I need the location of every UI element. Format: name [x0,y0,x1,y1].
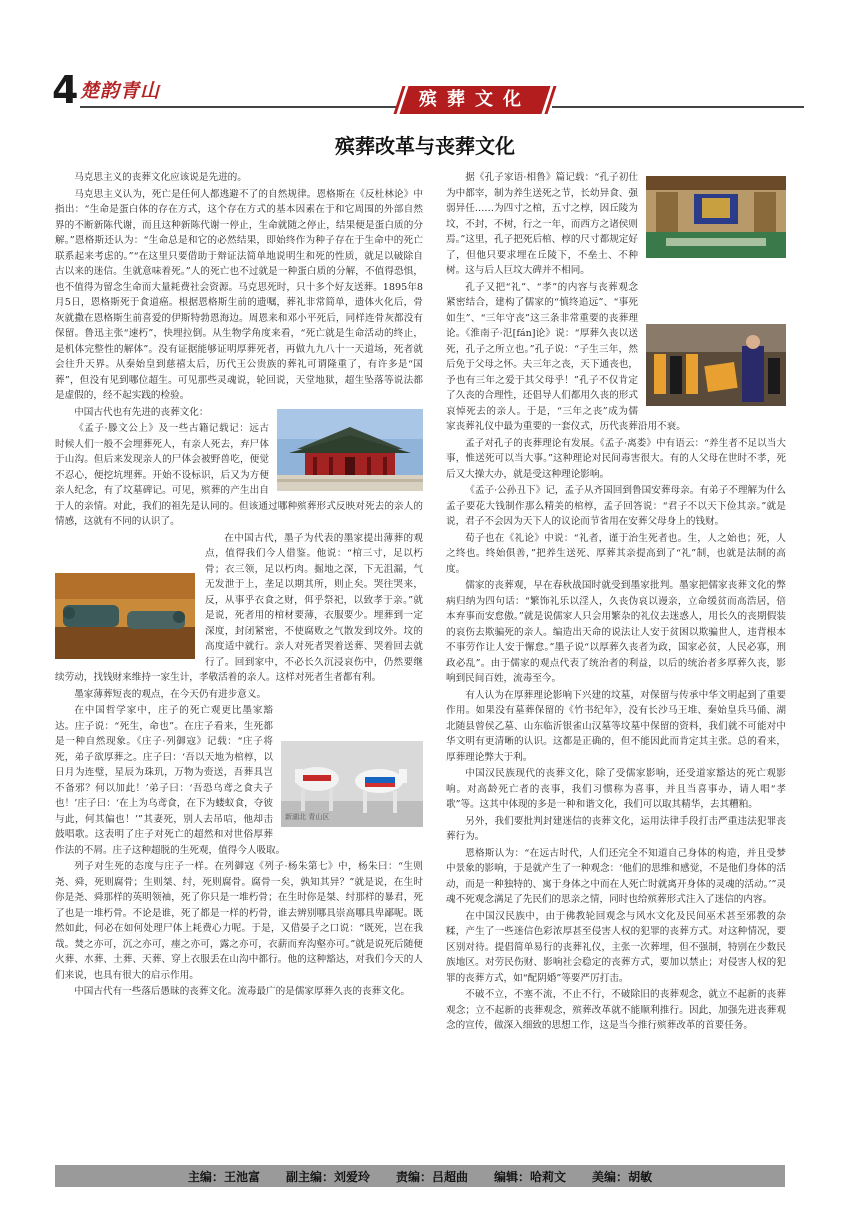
paragraph: 马克思主义的丧葬文化应该说是先进的。 [74,172,247,183]
palace-photo [277,409,423,491]
ceremony-photo [646,324,786,406]
masthead [52,70,804,116]
paragraph: 孟子对孔子的丧葬理论有发展。《孟子·离娄》中有语云：“养生者不足以当大事，惟送死可以当大事。”这种理论对民间毒害很大。有的人父母在世时不孝，死后又大操大办，就是受这种理论影响。 [446,437,786,480]
paragraph: 列子对生死的态度与庄子一样。在列御寇《列子·杨朱第七》中，杨朱曰：“生则尧、舜，死则腐骨；生则桀、纣，死则腐骨。腐骨一矣，孰知其异？”就是说，在生时你是尧、舜那样的英明领袖，死了你只是一堆朽骨；在生时你是桀、纣那样的暴君，死了也是一堆朽骨。不论是谁，死了都是一样的朽骨，谁去辨别哪具崇高哪具卑鄙呢。既然如此，何必在如何处理尸体上耗费心力呢。于是，又借晏子之口说：“既死，岂在我哉。焚之亦可，沉之亦可，瘗之亦可，露之亦可，衣薪而弃沟壑亦可。”就是说死后随便火葬、水葬、土葬、天葬、穿上衣服丢在山沟中都行。他的这种豁达，对我们今天的人们来说，也具有很大的启示作用。 [55,861,423,981]
paragraph: 据《孔子家语·相鲁》篇记载：“孔子初仕为中都宰，制为养生送死之节，长幼异食、强弱异任……为四寸之棺，五寸之椁，因丘陵为坟，不封，不树，行之一年，而西方之诸侯则焉。”这里，孔子把死后棺、椁的尺寸都规定好了，但他只要求埋在丘陵下，不垒土、不种树。这与后人巨坟大碑并不相同。 [446,172,638,276]
credit-value: 胡敏 [628,1169,653,1184]
credit-label: 责编： [395,1169,432,1184]
paragraph: 马克思主义认为，死亡是任何人都逃避不了的自然规律。恩格斯在《反杜林论》中指出：“生命是蛋白体的存在方式，这个存在方式的基本因素在于和它周围的外部自然界的不断新陈代谢，而且这种新陈代谢一停止，生命就随之停止，结果便是蛋白质的分解。”恩格斯还认为：“生命总是和它的必然结果，即始终作为种子存在于生命中的死亡联系起来考虑的。”“在这里只要借助于辩证法简单地说明生和死的性质，就足以破除自古以来的迷信。生就意味着死。”人的死亡也不过就是一种蛋白质的分解，不值得恐惧，也不值得为留念生命而大量耗费社会资源。马克思死时，只十多个好友送葬。1895年8月5日，恩格斯死于食道癌。根据恩格斯生前的遗嘱，葬礼非常简单，遗体火化后，骨灰就撒在恩格斯生前喜爱的伊斯特勃恩海边。周恩来和邓小平死后，同样连骨灰都没有保留。鲁迅主张“速朽”，快埋拉倒。从生物学角度来看，“死亡就是生命活动的终止，是机体完整性的解体”。没有证据能够证明厚葬死者，再做九九八十一天道场，死者就会往升天界。从秦始皇到慈禧太后，历代王公贵族的葬礼可谓隆重了，有许多是“国葬”，但没有见到哪位超生。可见那些灵魂说，轮回说，天堂地狱，超生坠落等说法都是虚假的，经不起实践的检验。 [55,188,423,401]
credit-label: 主编： [187,1169,224,1184]
paragraph: 在中国古代，墨子为代表的墨家提出薄葬的观点，值得我们今人借鉴。他说：“棺三寸，足以朽骨；衣三领，足以朽肉。掘地之深，下无沮漏，气无发泄于上，垄足以期其所，则止矣。哭往哭来，反，从事乎衣食之财，佴乎祭祀，以致孝于亲。”就是说，死者用的棺材要薄，衣服要少。埋葬到一定深度，封闭紧密，不使腐败之气散发到坟外。坟的高度适中就行。亲人对死者哭着送葬、哭着回去就行了。回到家中，不必长久沉浸哀伤中，仍然要继续劳动，找钱财来维持一家生计，孝敬活着的亲人。这样对死者生者都有利。 [55,532,423,683]
horse-figurines-photo [281,741,423,827]
brand-logo: 楚韵青山 [80,80,161,102]
credit-value: 刘爱玲 [333,1169,370,1184]
bronze-figures-photo [55,573,195,659]
paragraph: 中国古代也有先进的丧葬文化： [74,406,209,418]
staff-credits-bar [55,1165,785,1187]
credit-deputy-editor [286,1168,370,1185]
credit-value: 吕超曲 [432,1169,469,1184]
paragraph: 中国古代有一些落后愚昧的丧葬文化。流毒最广的是儒家厚葬久丧的丧葬文化。 [74,986,410,997]
section-banner [404,86,546,114]
memorial-hall-illustration [646,176,786,258]
credit-art-editor [592,1168,652,1185]
credit-label: 编辑： [494,1169,531,1184]
credit-editor [188,1168,260,1185]
left-column [55,170,423,1001]
paragraph: 在中国哲学家中，庄子的死亡观更比墨家豁达。庄子说：“死生，命也”。在庄子看来，生死都是一种自然现象。《庄子·列御寇》记载：“庄子将死，弟子欲厚葬之。庄子曰：‘吾以天地为棺椁，以日月为连璧，星辰为珠玑，万物为赍送，吾葬具岂不备邪？何以加此！’弟子曰：‘吾恐乌鸢之食夫子也！’庄子曰：‘在上为乌鸢食，在下为蝼蚁食，夺彼与此，何其偏也！’”其妻死，别人去吊唁，他却击鼓唱歌。这表明了庄子对死亡的超然和对世俗厚葬作法的不屑。庄子这种超脱的生死观，值得今人吸取。 [55,705,286,856]
credit-copy-editor [494,1168,566,1185]
paragraph: 荀子也在《礼论》中说：“礼者，谨于治生死者也。生，人之始也；死，人之终也。终始俱善，”把养生送死、厚葬其亲提高到了“礼”制，也就是法制的高度。 [446,532,786,575]
paragraph: 中国汉民族现代的丧葬文化，除了受儒家影响，还受道家豁达的死亡观影响。对高龄死亡者的丧事，我们习惯称为喜事，并且当喜事办，请人唱“孝歌”等。这其中体现的多是一种和谐文化，我们可以取其精华，去其糟粕。 [446,768,786,810]
right-column [446,170,786,1035]
ceremony-illustration [646,324,786,406]
bronze-figures-illustration [55,573,195,659]
header-rule-left [80,106,396,108]
paragraph: 不破不立，不塞不流，不止不行，不破除旧的丧葬观念，就立不起新的丧葬观念；立不起新的丧葬观念，殡葬改革就不能顺利推行。因此，加强先进丧葬观念的宣传，做深入细致的思想工作，这是当今推行殡葬改革的首要任务。 [446,989,786,1031]
paragraph: 恩格斯认为：“在远古时代，人们还完全不知道自己身体的构造，并且受梦中景象的影响，于是就产生了一种观念：‘他们的思维和感觉，不是他们身体的活动，而是一种独特的、寓于身体之中而在人死亡时就离开身体的灵魂的活动。’”灵魂不死观念满足了先民们的思亲之情，同时也给殡葬形式注入了迷信的内容。 [446,847,786,905]
paragraph: 另外，我们要批判封建迷信的丧葬文化，运用法律手段打击严重违法犯罪丧葬行为。 [446,815,786,842]
paragraph: 儒家的丧葬观，早在春秋战国时就受到墨家批判。墨家把儒家丧葬文化的弊病归纳为四句话：“繁饰礼乐以淫人，久丧伪哀以谩亲，立命缓贫而高浩居，倍本弃事而安怠傲。”就是说儒家人只会用繁杂的礼仪去迷惑人，用长久的丧期假装的哀伤去欺骗死的亲人。编造出天命的说法让人安于贫困以欺骗世人，违背根本不事劳作让人安于懈怠。”墨子说“以厚葬久丧者为政，国家必贫，人民必寡，刑政必乱”。由于儒家的观点代表了统治者的利益，以后的统治者多厚葬久丧，影响到民间百姓，流毒至今。 [446,580,786,684]
credit-value: 哈莉文 [530,1169,567,1184]
credit-responsible-editor [396,1168,468,1185]
paragraph: 墨家薄葬短丧的观点，在今天仍有进步意义。 [74,688,267,700]
photo-watermark: 新湖北 青山区 [285,812,330,821]
paragraph: 有人认为在厚葬理论影响下兴建的坟墓，对保留与传承中华文明起到了重要作用。如果没有墓葬保留的《竹书纪年》，没有长沙马王堆、秦始皇兵马俑、湖北随县曾侯乙墓、山东临沂银雀山汉墓等坟墓中保留的资料，我们就不可能对中华文明有更清晰的认识。这都是正确的，但不能因此而肯定其主张。总的看来，厚葬理论弊大于利。 [446,689,786,763]
memorial-hall-photo [646,176,786,258]
header-rule-right [552,106,804,108]
paragraph: 孔子又把“礼”、“孝”的内容与丧葬观念紧密结合，建构了儒家的“慎终追远”、“事死如生”、“三年守丧”这三条非常重要的丧葬理论。《淮南子·氾[fán]论》说：“厚葬久丧以送死，孔子之所立也。”孔子说：“子生三年，然后免于父母之怀。夫三年之丧，天下通丧也，予也有三年之爱于其父母乎！”孔子不仅肯定了久丧的合理性，还倡导人们都用久丧的形式哀悼死去的亲人。于是，“三年之丧”成为儒家丧葬礼仪中最为重要的一套仪式，历代丧葬沿用不衰。 [446,281,686,432]
credit-label: 美编： [592,1169,629,1184]
credit-label: 副主编： [285,1169,334,1184]
page-number: 4 [52,68,79,112]
credit-value: 王池富 [223,1169,260,1184]
palace-illustration [277,409,423,491]
paragraph: 《孟子·公孙丑下》记，孟子从齐国回到鲁国安葬母亲。有弟子不理解为什么孟子要花大钱制作那么精美的棺椁，孟子回答说：“君子不以天下俭其亲。”就是说，君子不会因为天下人的议论而节省用在安葬父母身上的钱财。 [446,485,786,527]
paragraph: 《孟子·滕文公上》及一些古籍记载记：远古时候人们一般不会埋葬死人，有亲人死去，弃尸体于山沟。但后来发现亲人的尸体会被野兽吃，便觉不忍心，便挖坑埋葬。开始不设标识，后又为方便亲人纪念，有了坟墓碑记。可见，殡葬的产生出自于人的亲情。对此，我们的祖先是认同的。但该通过哪种殡葬形式反映对死去的亲人的情感，这就有不同的认识了。 [55,423,423,527]
paragraph: 在中国汉民族中，由于佛教轮回观念与风水文化及民间巫术甚至邪教的杂糅，产生了一些迷信色彩浓厚甚至侵害人权的犯罪的丧葬方式。对这种情况，要区别对待。提倡简单易行的丧葬礼仪，主张一次葬埋，但不强制，特别在少数民族地区。对劳民伤财、影响社会稳定的丧葬方式，要加以禁止；对侵害人权的犯罪的丧葬方式，如“配阴婚”等要严厉打击。 [446,910,786,984]
article-title: 殡葬改革与丧葬文化 [335,134,515,158]
section-banner-label: 殡葬文化 [419,89,531,110]
